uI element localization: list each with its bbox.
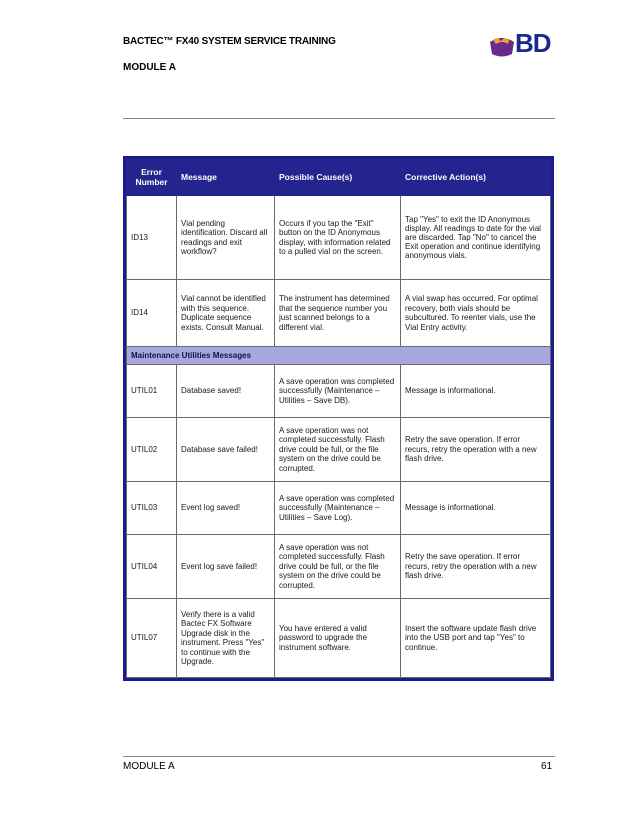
row-cause: You have entered a valid password to upgrade the instrument software. bbox=[275, 599, 401, 678]
footer-module-label: MODULE A bbox=[123, 761, 175, 772]
row-message: Verify there is a valid Bactec FX Software Upgrade disk in the instrument. Press "Yes" to continue with the Upgrade. bbox=[177, 599, 275, 678]
row-action: Message is informational. bbox=[401, 365, 551, 418]
row-cause: The instrument has determined that the sequence number you just scanned belongs to a different vial. bbox=[275, 280, 401, 347]
col-message: Message bbox=[177, 160, 275, 196]
row-cause: A save operation was completed successfully (Maintenance – Utilities – Save DB). bbox=[275, 365, 401, 418]
row-code: UTIL03 bbox=[127, 482, 177, 535]
header-divider bbox=[123, 118, 555, 119]
table-row bbox=[127, 599, 551, 678]
row-message: Database save failed! bbox=[177, 418, 275, 482]
row-cause: A save operation was completed successfully (Maintenance – Utilities – Save Log). bbox=[275, 482, 401, 535]
page-number: 61 bbox=[541, 761, 553, 772]
row-code: UTIL02 bbox=[127, 418, 177, 482]
section-row bbox=[127, 347, 551, 365]
module-label: MODULE A bbox=[123, 62, 176, 73]
row-message: Vial cannot be identified with this sequence. Duplicate sequence exists. Consult Manual. bbox=[177, 280, 275, 347]
col-error-number: Error Number bbox=[127, 160, 177, 196]
table-header-row bbox=[127, 160, 551, 196]
row-code: ID14 bbox=[127, 280, 177, 347]
bd-logo-text: BD bbox=[515, 28, 551, 58]
row-cause: A save operation was not completed successfully. Flash drive could be full, or the file system on the drive could be corrupted. bbox=[275, 418, 401, 482]
table-row bbox=[127, 535, 551, 599]
row-code: UTIL07 bbox=[127, 599, 177, 678]
row-message: Database saved! bbox=[177, 365, 275, 418]
col-corrective-action: Corrective Action(s) bbox=[401, 160, 551, 196]
row-action: Retry the save operation. If error recurs, retry the operation with a new flash drive. bbox=[401, 535, 551, 599]
row-action: Retry the save operation. If error recurs, retry the operation with a new flash drive. bbox=[401, 418, 551, 482]
row-cause: Occurs if you tap the "Exit" button on the ID Anonymous display, with information related to a pulled vial on the screen. bbox=[275, 196, 401, 280]
row-code: UTIL04 bbox=[127, 535, 177, 599]
row-action: Tap "Yes" to exit the ID Anonymous display. All readings to date for the vial are discarded. Tap "No" to cancel the Exit operation and continue identifying anonymous vials. bbox=[401, 196, 551, 280]
table-row bbox=[127, 365, 551, 418]
row-message: Vial pending identification. Discard all readings and exit workflow? bbox=[177, 196, 275, 280]
row-action: Message is informational. bbox=[401, 482, 551, 535]
col-possible-cause: Possible Cause(s) bbox=[275, 160, 401, 196]
row-action: A vial swap has occurred. For optimal recovery, both vials should be subcultured. To reenter vials, use the Vial Entry activity. bbox=[401, 280, 551, 347]
table-row bbox=[127, 482, 551, 535]
table-row bbox=[127, 418, 551, 482]
table-row bbox=[127, 280, 551, 347]
row-action: Insert the software update flash drive into the USB port and tap "Yes" to continue. bbox=[401, 599, 551, 678]
table-row bbox=[127, 196, 551, 280]
row-message: Event log saved! bbox=[177, 482, 275, 535]
row-code: UTIL01 bbox=[127, 365, 177, 418]
section-maintenance-utilities: Maintenance Utilities Messages bbox=[127, 347, 551, 365]
row-cause: A save operation was not completed successfully. Flash drive could be full, or the file system on the drive could be corrupted. bbox=[275, 535, 401, 599]
document-title: BACTEC™ FX40 SYSTEM SERVICE TRAINING bbox=[123, 36, 336, 47]
footer-divider bbox=[123, 756, 555, 757]
row-message: Event log save failed! bbox=[177, 535, 275, 599]
error-table bbox=[123, 156, 554, 681]
row-code: ID13 bbox=[127, 196, 177, 280]
